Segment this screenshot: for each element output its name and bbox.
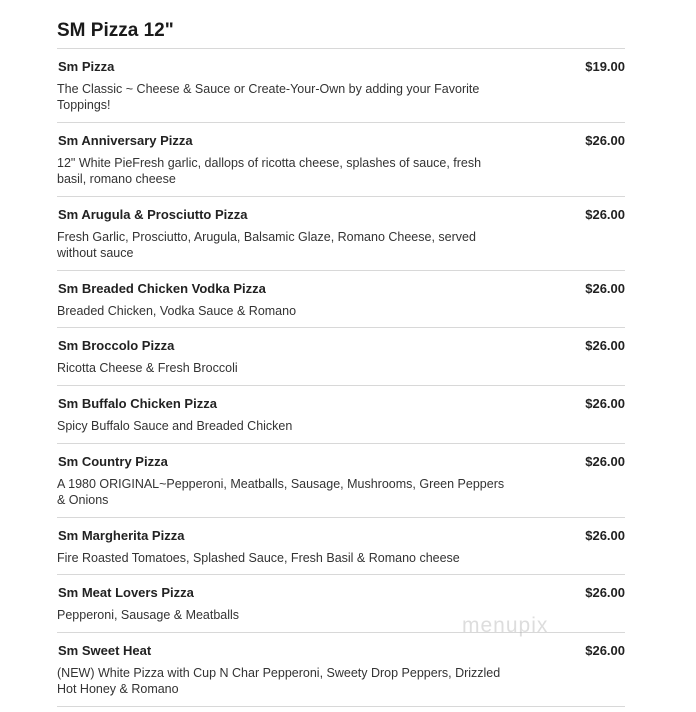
item-price: $26.00 [585,454,625,469]
item-description: Spicy Buffalo Sauce and Breaded Chicken [57,419,293,433]
item-description: Pepperoni, Sausage & Meatballs [57,608,240,622]
item-name: Sm Pizza [58,59,115,74]
item-description: 12" White PieFresh garlic, dallops of ricotta cheese, splashes of sauce, fresh basil, romano cheese [57,156,482,186]
menupix-watermark: menupix [462,614,549,637]
item-name: Sm Broccolo Pizza [58,338,175,353]
item-description: (NEW) White Pizza with Cup N Char Pepperoni, Sweety Drop Peppers, Drizzled Hot Honey & Romano [57,666,501,696]
item-name: Sm Anniversary Pizza [58,133,193,148]
item-price: $26.00 [585,281,625,296]
menu-item-sm-margherita-pizza [57,518,625,575]
menu-item-sm-sweet-heat [57,633,625,707]
item-name: Sm Arugula & Prosciutto Pizza [58,207,248,222]
item-name: Sm Breaded Chicken Vodka Pizza [58,281,266,296]
item-price: $26.00 [585,396,625,411]
item-price: $19.00 [585,59,625,74]
item-description: A 1980 ORIGINAL~Pepperoni, Meatballs, Sausage, Mushrooms, Green Peppers & Onions [57,477,505,507]
item-description: Fresh Garlic, Prosciutto, Arugula, Balsamic Glaze, Romano Cheese, served without sauce [57,230,476,260]
item-name: Sm Buffalo Chicken Pizza [58,396,217,411]
item-description: Breaded Chicken, Vodka Sauce & Romano [57,304,297,318]
item-name: Sm Country Pizza [58,454,168,469]
item-description: The Classic ~ Cheese & Sauce or Create-Your-Own by adding your Favorite Toppings! [57,82,480,112]
section-title: SM Pizza 12" [57,0,625,49]
menu-item-sm-arugula-prosciutto-pizza [57,197,625,271]
menu-item-sm-country-pizza [57,444,625,518]
item-price: $26.00 [585,207,625,222]
item-description: Fire Roasted Tomatoes, Splashed Sauce, Fresh Basil & Romano cheese [57,551,460,565]
item-price: $26.00 [585,133,625,148]
menu-item-sm-pizza [57,49,625,123]
menu-item-sm-breaded-chicken-vodka-pizza [57,271,625,328]
menu-item-sm-buffalo-chicken-pizza [57,386,625,444]
item-name: Sm Meat Lovers Pizza [58,585,194,600]
item-price: $26.00 [585,643,625,658]
item-description: Ricotta Cheese & Fresh Broccoli [57,361,238,375]
item-price: $26.00 [585,585,625,600]
menu-item-sm-broccolo-pizza [57,328,625,386]
item-name: Sm Sweet Heat [58,643,152,658]
menu-item-sm-anniversary-pizza [57,123,625,197]
item-price: $26.00 [585,338,625,353]
menu-page [57,0,625,707]
item-name: Sm Margherita Pizza [58,528,185,543]
item-price: $26.00 [585,528,625,543]
